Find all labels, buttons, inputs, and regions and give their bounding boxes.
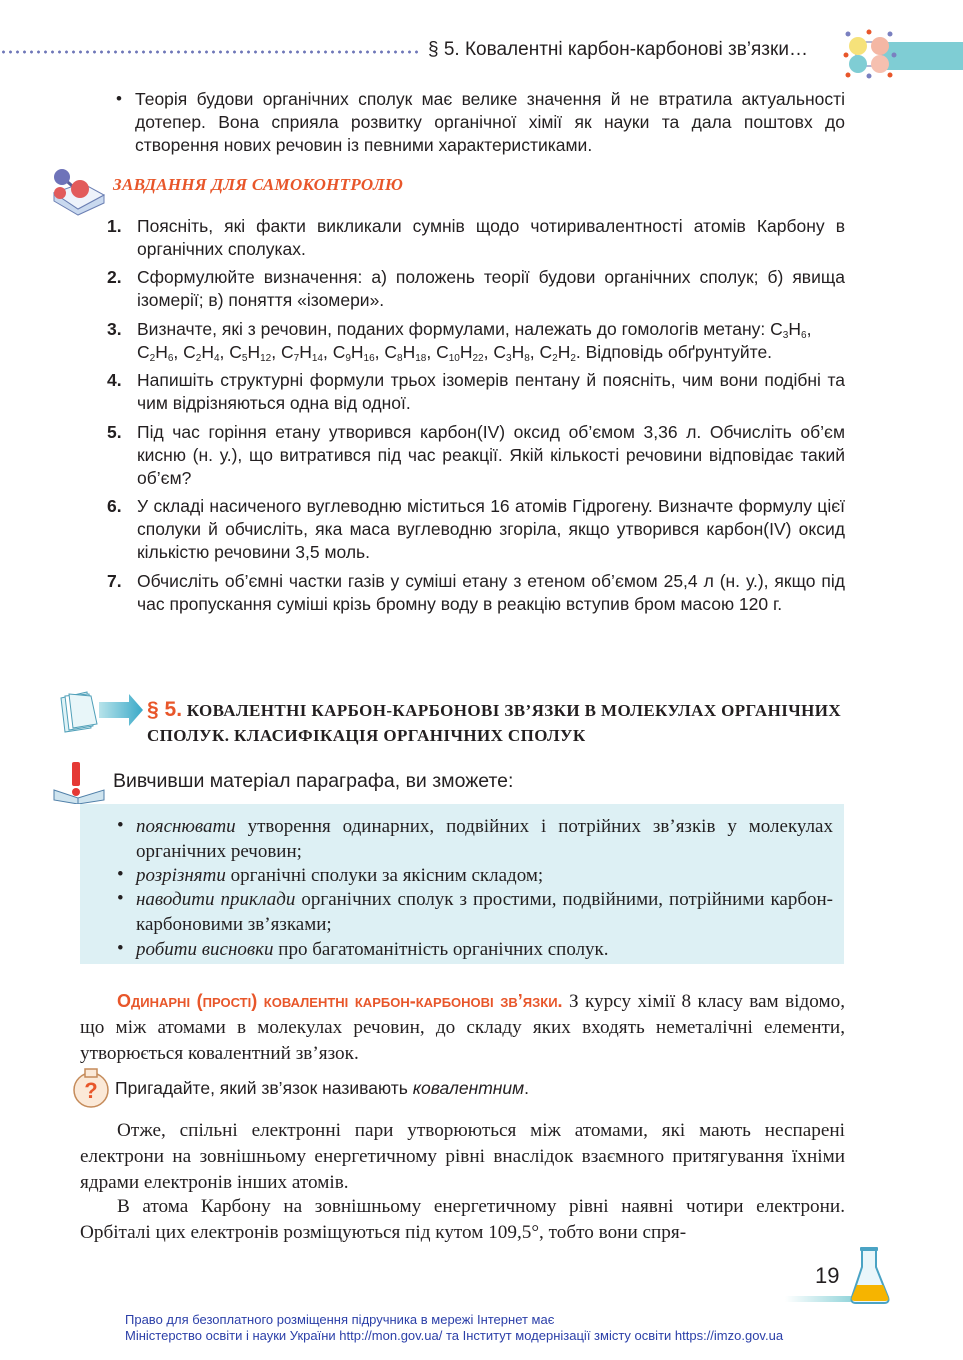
task-number: 1. — [107, 216, 122, 236]
goal-item — [136, 863, 833, 888]
goal-text: утворення одинарних, подвійних і потрійних зв’язків у молекулах органічних речовин; — [136, 816, 833, 862]
task-number: 6. — [107, 496, 122, 516]
chemical-formula: $C_2H_2$ — [539, 342, 576, 364]
task-text-end: . Відповідь обґрунтуйте. — [575, 342, 773, 362]
goal-verb: розрізняти — [136, 865, 226, 886]
task-text: Напишіть структурні формули трьох ізомерів пентану й поясніть, чим вони подібні та чим відрізняються одна від одної. — [137, 370, 845, 413]
bullet-marker: • — [117, 815, 124, 836]
paragraph-title-text: КОВАЛЕНТНІ КАРБОН-КАРБОНОВІ ЗВ’ЯЗКИ В МОЛЕКУЛАХ ОРГАНІЧНИХ СПОЛУК. КЛАСИФІКАЦІЯ ОРГАНІЧНИХ СПОЛУК — [147, 701, 842, 745]
goals-intro: Вивчивши матеріал параграфа, ви зможете: — [113, 770, 514, 792]
task-item — [103, 215, 845, 261]
task-item — [103, 495, 845, 564]
task-text: Сформулюйте визначення: а) положень теорії будови органічних сполук; б) явища ізомерії; в) поняття «ізомери». — [137, 267, 845, 310]
task-item — [103, 369, 845, 415]
goal-item — [136, 887, 833, 937]
goal-text: органічних сполук з простими, подвійними, потрійними карбон-карбоновими зв’язками; — [136, 889, 833, 935]
chemical-formula: $C_5H_{12}$ — [229, 342, 272, 364]
goal-item — [136, 937, 833, 962]
goal-text: органічні сполуки за якісним складом; — [225, 865, 544, 886]
goal-verb: наводити приклади — [136, 889, 296, 910]
task-text: У складі насиченого вуглеводню міститься 16 атомів Гідрогену. Визначте формулу цієї сполуки й обчисліть, яка маса вуглеводню згоріла, якщо утворився карбон(IV) оксид кількістю речовини 3,5 моль. — [137, 496, 845, 562]
task-number: 5. — [107, 422, 122, 442]
task-item — [103, 570, 845, 616]
bullet-marker: • — [117, 864, 124, 885]
task-number: 7. — [107, 571, 122, 591]
chemical-formula: $C_3H_6$ — [770, 319, 807, 341]
page-number: 19 — [815, 1263, 840, 1288]
running-header-title: § 5. Ковалентні карбон-карбонові зв’язки… — [428, 39, 808, 60]
body-text: З курсу хімії 8 класу вам відомо, що між атомами в молекулах речовин, до складу яких входять неметалічні елементи, утворюється ковалентний зв’язок. — [80, 991, 845, 1064]
task-text: Поясніть, які факти викликали сумнів щодо чотиривалентності атомів Карбону в органічних сполуках. — [137, 216, 845, 259]
svg-text:?: ? — [84, 1078, 98, 1103]
task-number: 4. — [107, 370, 122, 390]
body-subheading: Одинарні (прості) ковалентні карбон-карбонові зв’язки. — [117, 991, 563, 1011]
body-paragraph-1 — [80, 988, 845, 1067]
molecule-logo-icon — [842, 28, 898, 80]
chemical-formula: $C_2H_6$ — [137, 342, 174, 364]
footer-line-1: Право для безоплатного розміщення підручника в мережі Інтернет має — [125, 1312, 555, 1327]
task-item — [103, 421, 845, 490]
body-paragraph-3: В атома Карбону на зовнішньому енергетичному рівні наявні чотири електрони. Орбіталі цих електронів розміщуються під кутом 109,5°, тобто вони спря- — [80, 1196, 845, 1243]
task-text: Під час горіння етану утворився карбон(IV) оксид об’ємом 3,36 л. Обчисліть об’єм кисню (н. у.), що витратився під час реакції. Якій кількості речовини відповідає такий об’єм? — [137, 422, 845, 488]
self-control-title: ЗАВДАННЯ ДЛЯ САМОКОНТРОЛЮ — [113, 175, 404, 194]
question-flask-icon — [70, 1065, 112, 1111]
chemical-formula: $C_2H_4$ — [183, 342, 220, 364]
chemical-formula: $C_9H_{16}$ — [332, 342, 375, 364]
goal-verb: пояснювати — [136, 816, 236, 837]
flask-icon — [848, 1245, 892, 1305]
exclamation-book-icon — [52, 760, 106, 804]
goal-verb: робити висновки — [136, 939, 274, 960]
footer-line-2: Міністерство освіти і науки України http://mon.gov.ua/ та Інститут модернізації змісту освіти https://imzo.gov.ua — [125, 1328, 784, 1343]
task-item — [103, 266, 845, 312]
chemical-formula: $C_7H_{14}$ — [280, 342, 323, 364]
bullet-marker: • — [117, 938, 124, 959]
task-number: 3. — [107, 319, 122, 339]
intro-bullet-text: Теорія будови органічних сполук має велике значення й не втратила актуальності дотепер. Вона сприяла розвитку органічної хімії як науки та дала поштовх до створення нових речовин із певними характеристиками. — [135, 89, 845, 155]
bullet-marker: • — [116, 89, 122, 108]
paragraph-title — [147, 697, 847, 748]
chemical-formula: $C_{10}H_{22}$ — [436, 342, 484, 364]
recall-end: . — [524, 1078, 530, 1098]
body-paragraph-2: Отже, спільні електронні пари утворюються між атомами, які мають неспарені електрони на зовнішньому енергетичному рівні внаслідок взаємного притягування їхніми ядрами електронів інших атомів. — [80, 1120, 845, 1193]
formula-list: $C_3H_6$, $C_2H_6$, $C_2H_4$, $C_5H_{12}$, $C_7H_{14}$, $C_9H_{16}$, $C_8H_{18}$, $C_{10}H_{22}$, $C_3H_8$, $C_2H_2$ — [137, 319, 812, 364]
paragraph-book-arrow-icon — [57, 688, 143, 734]
recall-text: Пригадайте, який зв’язок називають — [115, 1078, 413, 1098]
paragraph-number: § 5. — [147, 698, 183, 721]
task-text: Обчисліть об’ємні частки газів у суміші етану з етеном об’ємом 25,4 л (н. у.), якщо під час пропускання суміші крізь бромну воду в реакцію вступив бром масою 120 г. — [137, 571, 845, 614]
task-text-start: Визначте, які з речовин, поданих формулами, належать до гомологів метану: — [137, 319, 771, 339]
task-text — [137, 318, 845, 364]
self-control-book-icon — [48, 163, 108, 217]
task-item — [103, 318, 845, 364]
header-dotted-line — [0, 50, 420, 54]
chemical-formula: $C_3H_8$ — [493, 342, 530, 364]
goal-text: про багатоманітність органічних сполук. — [273, 939, 609, 960]
recall-term: ковалентним — [412, 1078, 525, 1098]
bullet-marker: • — [117, 888, 124, 909]
chemical-formula: $C_8H_{18}$ — [384, 342, 427, 364]
task-number: 2. — [107, 267, 122, 287]
recall-prompt — [115, 1078, 529, 1099]
goal-item — [136, 814, 833, 864]
